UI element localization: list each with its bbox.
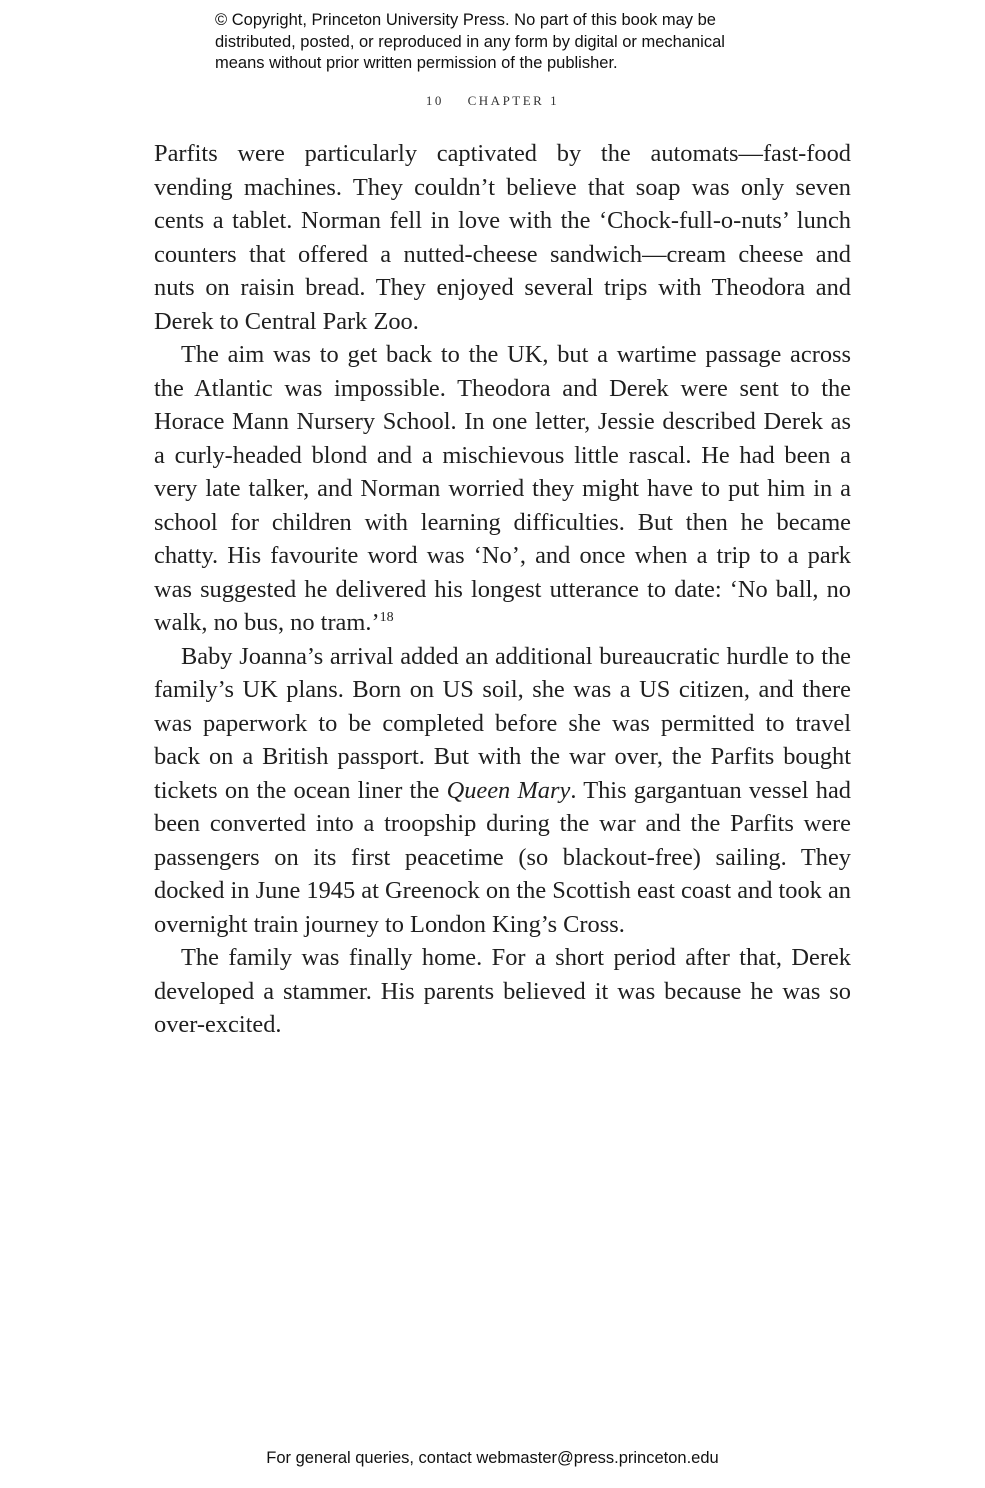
paragraph-3-text-after: . This gargantuan vessel had been converted into a troopship during the war and the Parfits were passengers on its first peacetime (so blackout-free) sailing. They docked in June 1945 at Greenock on the Scottish east coast and took an overnight train journey to London King’s Cross. [154,776,851,938]
footer-contact: For general queries, contact webmaster@press.princeton.edu [266,1449,719,1467]
footnote-marker[interactable]: 18 [379,610,394,625]
paragraph-1: Parfits were particularly captivated by the automats—fast-food vending machines. They couldn’t believe that soap was only seven cents a tablet. Norman fell in love with the ‘Chock-full-o-nuts’ lunch counters that offered a nutted-cheese sandwich—cream cheese and nuts on raisin bread. They enjoyed several trips with Theodora and Derek to Central Park Zoo. [154,140,851,335]
page-number: 10 [425,93,444,108]
copyright-line-1: © Copyright, Princeton University Press. No part of this book may be [215,11,716,29]
paragraph-2 [154,338,851,640]
chapter-label: CHAPTER 1 [467,93,560,108]
paragraph-4: The family was finally home. For a short period after that, Derek developed a stammer. His parents believed it was because he was so over-excited. [154,944,851,1038]
paragraph-2-text: The aim was to get back to the UK, but a wartime passage across the Atlantic was impossible. Theodora and Derek were sent to the Horace Mann Nursery School. In one letter, Jessie described Derek as a curly-headed blond and a mischievous little rascal. He had been a very late talker, and Norman worried they might have to put him in a school for children with learning difficulties. But then he became chatty. His favourite word was ‘No’, and once when a trip to a park was suggested he delivered his longest utterance to date: ‘No ball, no walk, no bus, no tram.’ [154,341,851,636]
body-text [154,137,851,1042]
paragraph-3 [154,640,851,942]
copyright-line-3: means without prior written permission of the publisher. [215,54,618,72]
copyright-notice [215,10,815,75]
copyright-line-2: distributed, posted, or reproduced in any form by digital or mechanical [215,32,725,51]
ship-name: Queen Mary [446,776,571,804]
paragraph-3-text-before: Baby Joanna’s arrival added an additional bureaucratic hurdle to the family’s UK plans. Born on US soil, she was a US citizen, and there was paperwork to be completed before she was permitted to travel back on a British passport. But with the war over, the Parfits bought tickets on the ocean liner the [154,642,851,804]
running-head [0,93,985,109]
